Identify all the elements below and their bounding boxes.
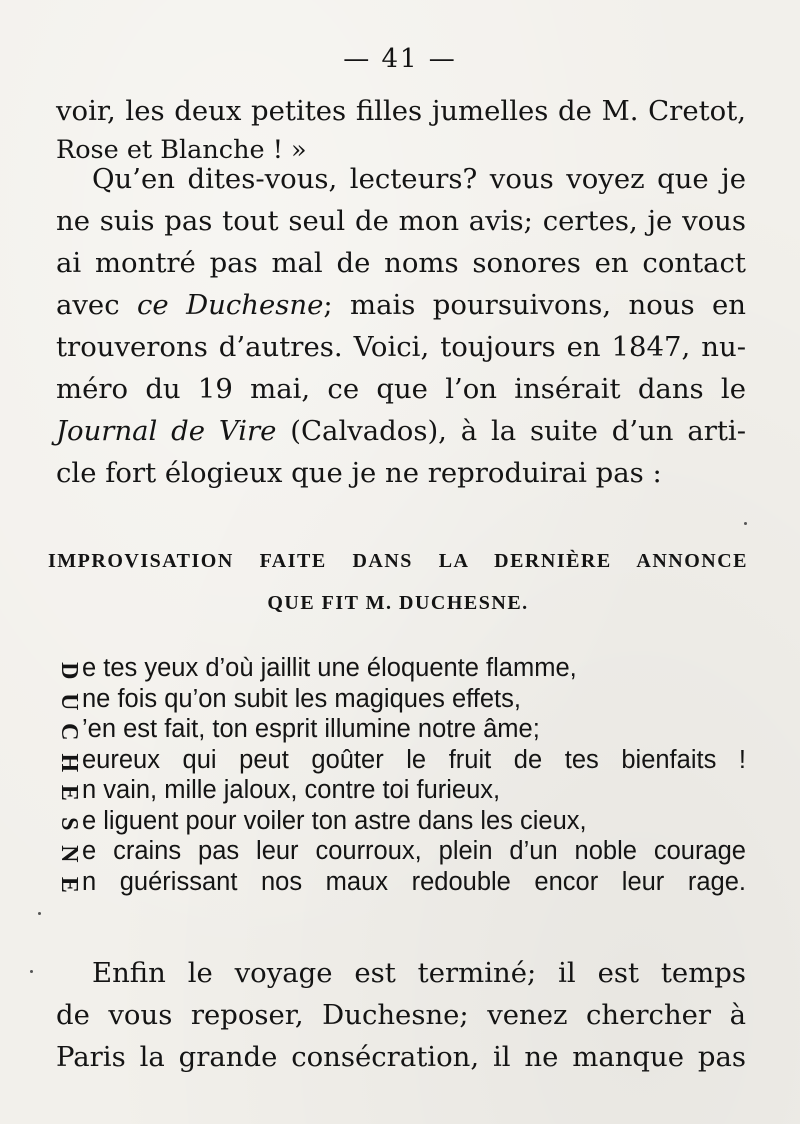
acrostic-letter: S [55, 816, 82, 831]
text-line [56, 410, 746, 452]
poem-line-text: ’en est fait, ton esprit illumine notre âme; [82, 715, 540, 743]
text-fragment: ; mais poursuivons, nous en [323, 289, 746, 321]
text-line: Enfin le voyage est terminé; il est temps [92, 957, 746, 989]
poem-line [56, 715, 746, 746]
poem-line-text: e tes yeux d’où jaillit une éloquente flamme, [82, 654, 577, 682]
text-line: cle fort élogieux que je ne reproduirai pas : [56, 457, 662, 489]
ink-speck [744, 522, 747, 525]
acrostic-letter: U [55, 692, 82, 711]
text-line: ai montré pas mal de noms sonores en contact [56, 247, 746, 279]
acrostic-letter: H [55, 753, 82, 772]
poem-heading-line1: IMPROVISATION FAITE DANS LA DERNIÈRE ANNONCE [48, 550, 748, 572]
text-fragment: avec [56, 289, 138, 321]
acrostic-letter: N [55, 845, 82, 863]
poem-line [56, 685, 746, 716]
poem-heading-line2: QUE FIT M. DUCHESNE. [267, 592, 529, 614]
text-line: de vous reposer, Duchesne; venez chercher à [56, 999, 746, 1031]
text-line [56, 284, 746, 326]
acrostic-letter: C [55, 723, 82, 741]
paragraph-closing [56, 952, 746, 1078]
poem-line [56, 807, 746, 838]
text-line: voir, les deux petites filles jumelles de M. Cretot, [56, 95, 746, 127]
poem-line-text: ne fois qu’on subit les magiques effets, [82, 684, 521, 713]
poem-line [56, 776, 746, 807]
text-line: ne suis pas tout seul de mon avis; certes, je vous [56, 205, 746, 237]
acrostic-letter: E [55, 876, 82, 893]
acrostic-letter: E [55, 784, 82, 801]
italic-reference: ce Duchesne [137, 289, 324, 321]
poem-line-text: e crains pas leur courroux, plein d’un noble courage [82, 837, 746, 865]
text-fragment: (Calvados), à la suite d’un arti- [276, 415, 746, 447]
ink-speck [38, 912, 41, 915]
paragraph-main [56, 158, 746, 494]
text-line: trouverons d’autres. Voici, toujours en 1847, nu- [56, 331, 746, 363]
paragraph-continuation [56, 90, 746, 168]
text-line: méro du 19 mai, ce que l’on insérait dans le [56, 373, 746, 405]
text-line: Paris la grande consécration, il ne manque pas [56, 1041, 746, 1073]
acrostic-letter: D [55, 662, 82, 680]
poem-line-text: e liguent pour voiler ton astre dans les cieux, [82, 806, 587, 835]
poem-line [56, 746, 746, 777]
poem-line [56, 654, 746, 685]
poem-line [56, 837, 746, 868]
poem-line-text: n guérissant nos maux redouble encor leur rage. [82, 867, 746, 896]
ink-speck [30, 970, 33, 973]
italic-journal-title: Journal de Vire [56, 415, 277, 447]
acrostic-poem [56, 654, 746, 898]
poem-line-text: eureux qui peut goûter le fruit de tes bienfaits ! [82, 745, 746, 774]
text-line: Qu’en dites-vous, lecteurs? vous voyez que je [92, 163, 746, 195]
poem-line-text: n vain, mille jaloux, contre toi furieux, [82, 776, 501, 804]
page-number: — 41 — [343, 44, 457, 74]
poem-line [56, 868, 746, 899]
text-line: Rose et Blanche ! » [56, 135, 307, 165]
